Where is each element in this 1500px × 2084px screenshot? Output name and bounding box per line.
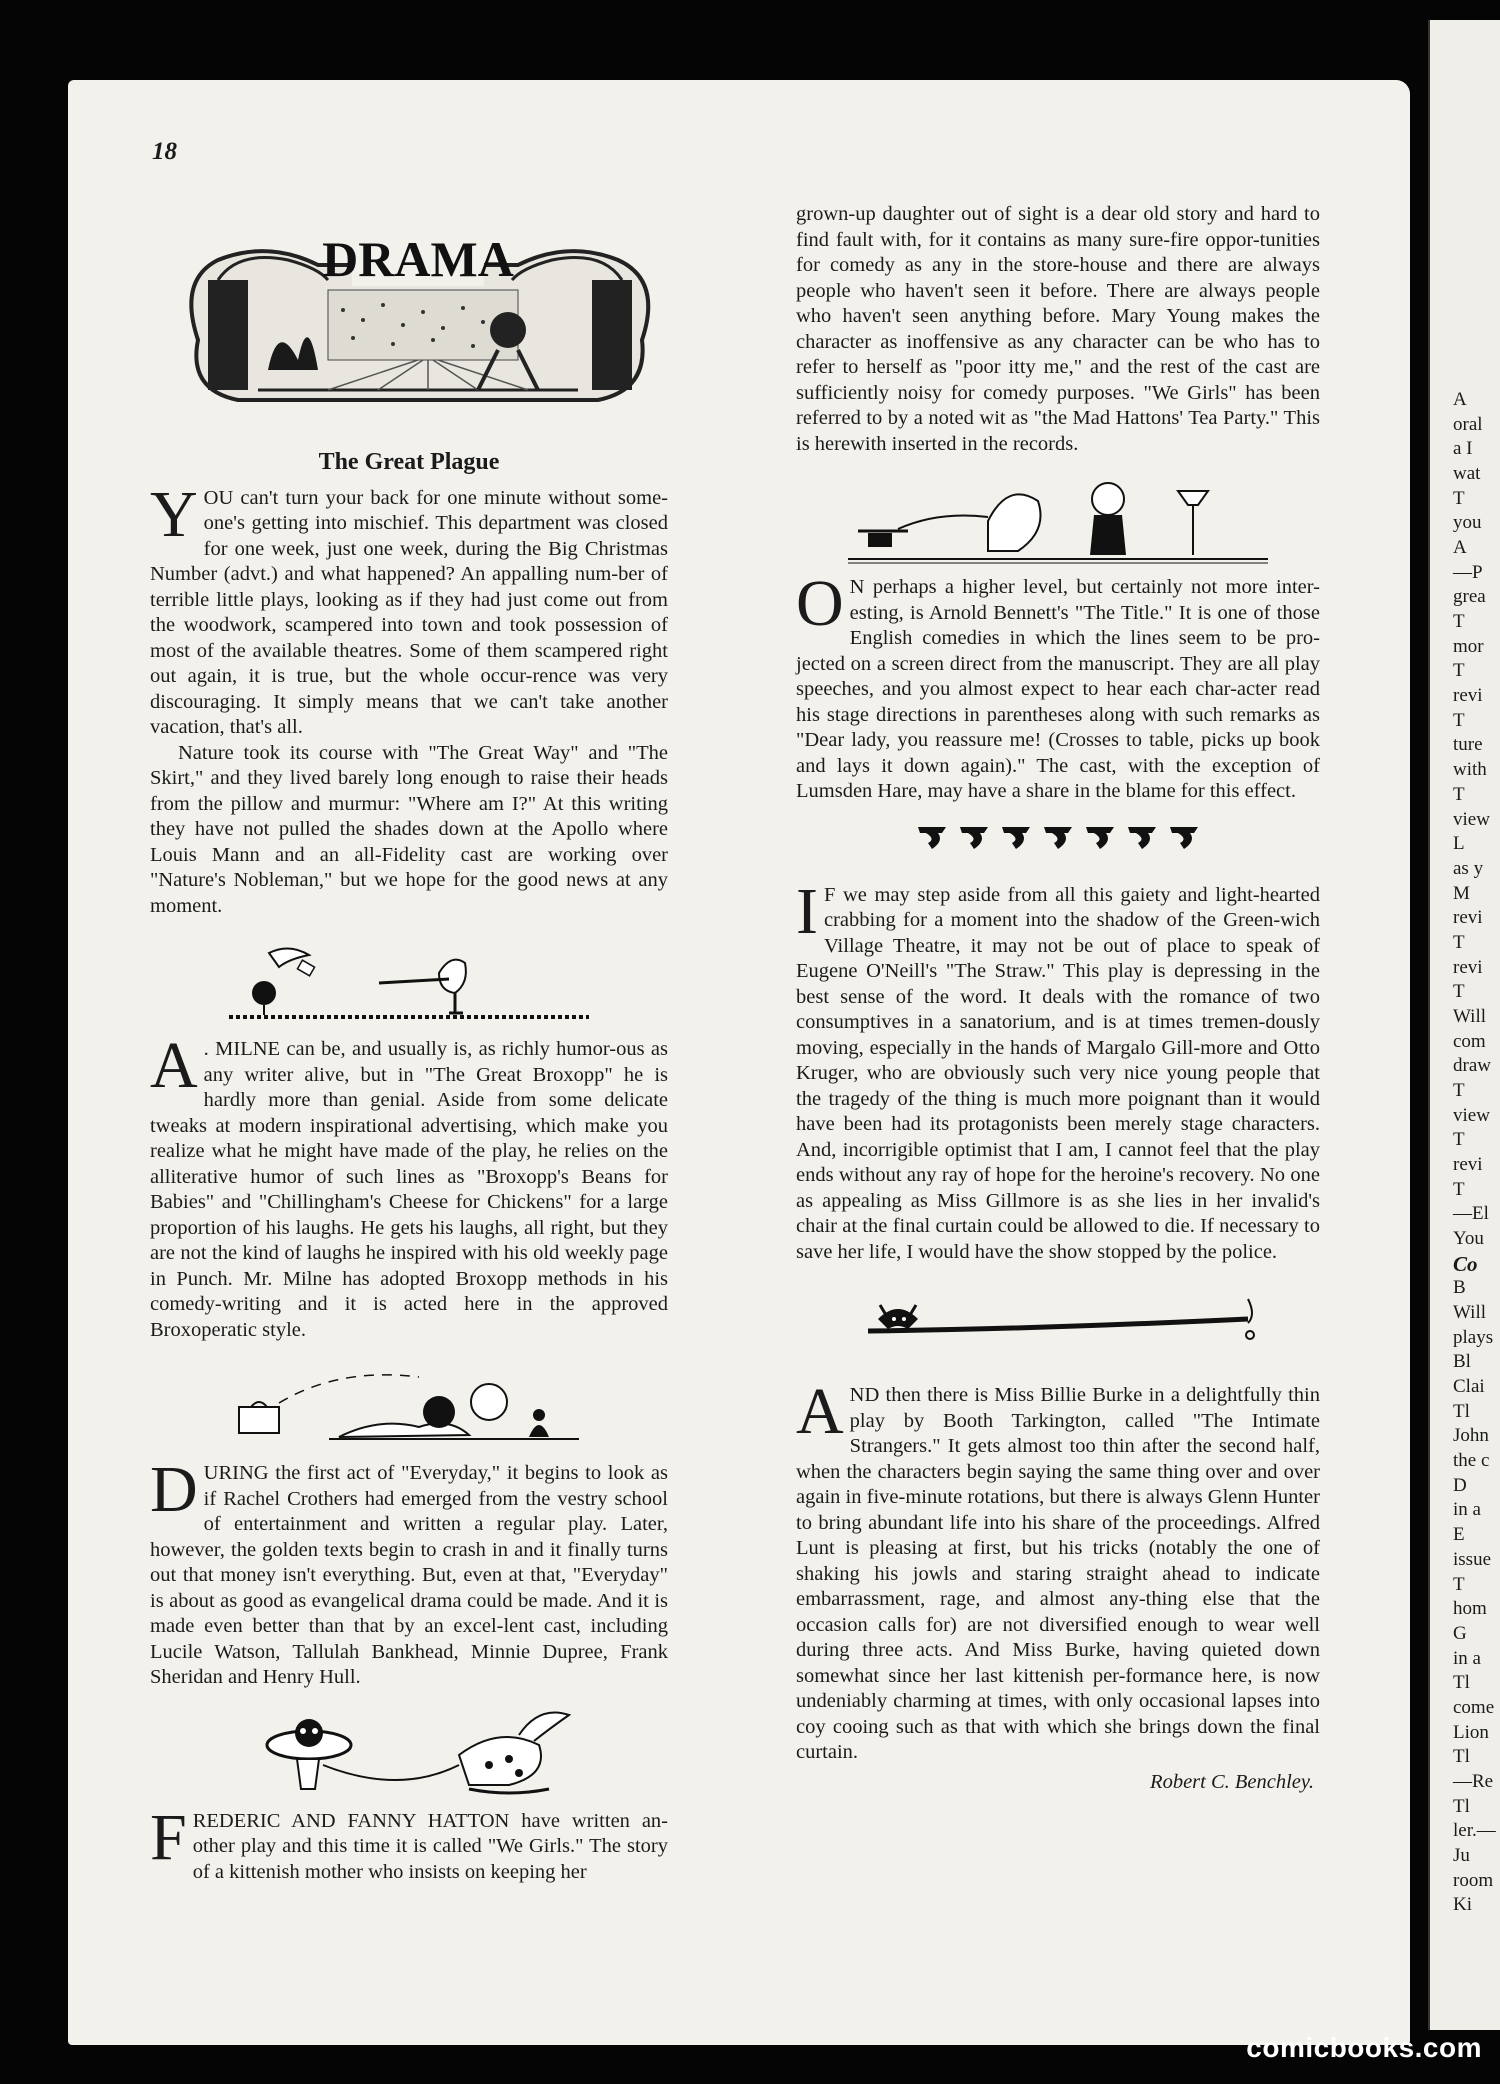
paragraph-hatton: FREDERIC AND FANNY HATTON have written an-other play and this time it is called "We Girls." The story of a kittenish mother who insists on keeping her — [150, 1800, 668, 1883]
drop-cap: Y — [150, 477, 198, 551]
left-column — [150, 450, 668, 1885]
next-page-fragment: —Re — [1453, 1770, 1494, 1792]
next-page-fragment: —El — [1453, 1203, 1489, 1225]
next-page-fragment: T — [1453, 1129, 1465, 1151]
next-page-fragment: Will — [1453, 1302, 1487, 1324]
next-page-fragment: M — [1453, 882, 1470, 904]
paragraph-the-title: O N perhaps a higher level, but certainly not more inter-esting, is Arnold Bennett's "The Title." It is one of those English comedies in which the lines seem to be pro-jected on a screen direct from the manuscript. They are all play speeches, and you almost expect to hear each char-acter read his stage directions in parentheses along with such remarks as "Dear lady, you reassure me! (Crosses to table, picks up book and lays it down again)." The cast, with the exception of Lumsden Hare, may have a share in the blame for this effect. — [796, 567, 1320, 802]
suitcase-and-cat-illustration — [150, 1357, 668, 1447]
next-page-fragment: as y — [1453, 857, 1484, 879]
next-page-fragment: revi — [1453, 1154, 1483, 1175]
next-page-fragment: revi — [1453, 907, 1483, 929]
paragraph-nature: Nature took its course with "The Great Way" and "The Skirt," and they lived barely long enough to raise their heads from the pillow and murmur: "Where am I?" At this writing they have not pulled the shades down at the Apollo where Louis Mann and an all-Fidelity cast are working over "Nature's Nobleman," but we hope for the good news at any moment. — [150, 741, 668, 917]
next-page-fragment: John — [1453, 1425, 1489, 1447]
next-page-fragment: issue — [1453, 1548, 1491, 1570]
next-page-fragment: view — [1453, 808, 1490, 830]
next-page-fragment: draw — [1453, 1055, 1491, 1077]
banner-title: DRAMA — [322, 231, 514, 287]
next-page-fragment: with — [1453, 759, 1487, 781]
paragraph-we-girls-continued: grown-up daughter out of sight is a dear old story and hard to find fault with, for it contains as many sure-fire oppor-tunities for comedy as any in the store-house and there are always people who haven't seen it before. There are always people who haven't seen anything before. Mary Young makes the character as inoffensive as any character can be who has to refer to herself as "poor itty me," and the rest of the cast are sufficiently noisy for comedy purposes. "We Girls" has been referred to by a noted wit as "the Mad Hattons' Tea Party." This is herewith inserted in the records. — [796, 203, 1320, 455]
next-page-fragment: B — [1453, 1277, 1466, 1299]
next-page-fragment: T — [1453, 1079, 1465, 1101]
drop-cap: A — [796, 1375, 844, 1448]
next-page-fragment: T — [1453, 709, 1465, 731]
paragraph-great-plague: YOU can't turn your back for one minute without some-one's getting into mischief. This department was closed for one week, just one week, during the Big Christmas Number (advt.) and what happened? An appalling num-ber of terrible little plays, looking as if they had just come out from the woodwork, scampered into town and took possession of most of the available theatres. Some of them scampered right out again, it is true, but the whole occur-rence was very discouraging. It simply means that we can't take another vacation, that's all. — [150, 477, 668, 738]
next-page-fragment: the c — [1453, 1450, 1490, 1472]
drop-cap: A — [150, 1029, 198, 1102]
next-page-fragment: T — [1453, 660, 1465, 682]
magazine-page — [68, 80, 1410, 2045]
next-page-fragment: mor — [1453, 635, 1484, 657]
author-signature: Robert C. Benchley. — [1150, 1770, 1314, 1793]
next-page-fragment: You — [1453, 1228, 1484, 1250]
next-page-fragment: G — [1453, 1622, 1467, 1644]
next-page-fragment: hom — [1453, 1598, 1487, 1620]
next-page-fragment: Clai — [1453, 1376, 1485, 1398]
drop-cap: O — [796, 567, 844, 640]
next-page-fragment: grea — [1453, 586, 1486, 608]
adjacent-page-edge — [1428, 20, 1500, 2030]
next-page-fragment: in a — [1453, 1499, 1481, 1521]
next-page-fragment: T — [1453, 487, 1465, 509]
next-page-fragment: A — [1453, 389, 1467, 410]
next-page-fragment: ture — [1453, 734, 1483, 756]
tea-party-illustration — [796, 471, 1320, 561]
next-page-fragment: view — [1453, 1104, 1490, 1126]
next-page-fragment: T — [1453, 981, 1465, 1003]
next-page-fragment: Tl — [1453, 1672, 1470, 1694]
next-page-fragment: wat — [1453, 463, 1481, 485]
next-page-fragment: in a — [1453, 1647, 1481, 1669]
paragraph-intimate-strangers: AND then there is Miss Billie Burke in a delightfully thin play by Booth Tarkington, called "The Intimate Strangers." It gets almost too thin after the second half, when the characters begin saying the same thing over and over again in five-minute rotations, but there is always Glenn Hunter to bring abundant life into his share of the proceedings. Alfred Lunt is pleasing at first, but his tricks (notably the one of shaking his jowls and staring straight ahead to indicate embarrassment, rage, and almost any-thing else that the occasion calls for) are not diversified enough to wear well during three acts. And Miss Burke, having quieted down somewhat since her last kittenish per-formance here, is now undeniably charming at times, with only occasional lapses into coy cooing such as that with which she brings down the final curtain. — [796, 1375, 1320, 1763]
next-page-fragment: come — [1453, 1696, 1495, 1718]
ornament-row — [796, 819, 1320, 869]
drop-cap: I — [796, 874, 818, 948]
next-page-fragment: Bl — [1453, 1351, 1471, 1373]
drop-cap: D — [150, 1453, 198, 1526]
next-page-fragment: a I — [1453, 438, 1473, 460]
next-page-fragment: T — [1453, 1178, 1465, 1200]
paragraph-milne: A . MILNE can be, and usually is, as richly humor-ous as any writer alive, but in "The Great Broxopp" he is hardly more than genial. Aside from some delicate tweaks at modern inspirational advertising, which make you realize what he might have made of the play, he relies on the alliterative humor of such lines as "Broxopp's Beans for Babies" and "Chillingham's Cheese for Chickens" for a large proportion of his laughs. He gets his laughs, all right, but they are not the kind of laughs he inspired with his old weekly page in Punch. Mr. Milne has adopted Broxopp methods in his comedy-writing and it is acted here in the approved Broxoperatic style. — [150, 1029, 668, 1341]
next-page-fragment: Tl — [1453, 1746, 1470, 1768]
next-page-fragment: T — [1453, 611, 1465, 633]
next-page-fragment: Lion — [1453, 1721, 1489, 1743]
drop-cap: F — [150, 1800, 187, 1874]
paragraph-the-straw: I F we may step aside from all this gaiety and light-hearted crabbing for a moment into the shadow of the Green-wich Village Theatre, it may not be out of place to speak of Eugene O'Neill's "The Straw." This play is depressing in the best sense of the word. It deals with the romance of two consumptives in a sanatorium, and is at times tremen-dously moving, especially in the hands of Margalo Gill-more and Otto Kruger, who are obviously such very nice young people that the tragedy of the thing is much more poignant than it would have been had its protagonists been merely stage characters. And, incorrigible optimist that I am, I cannot feel that the play ends without any ray of hope for the heroine's recovery. No one as appealing as Miss Gillmore is as she lies in her invalid's chair at the final curtain could be allowed to die. If necessary to save her life, I would have the show stopped by the police. — [796, 874, 1320, 1263]
next-page-fragment: D — [1453, 1474, 1467, 1496]
next-page-fragment: room — [1453, 1869, 1494, 1891]
paragraph-everyday: DURING the first act of "Everyday," it begins to look as if Rachel Crothers had emerged from the vestry school of entertainment and written a regular play. Later, however, the golden texts begin to crash in and it finally turns out that money isn't everything. But, even at that, "Everyday" is about as good as evangelical drama could be made. And it is made even better than that by an excel-lent cast, including Lucile Watson, Tallulah Bankhead, Minnie Dupree, Frank Sheridan and Henry Hull. — [150, 1453, 668, 1688]
next-page-fragment: revi — [1453, 956, 1483, 978]
next-page-fragment: you — [1453, 512, 1482, 534]
next-page-fragment: plays — [1453, 1326, 1494, 1348]
next-page-fragment: revi — [1453, 685, 1483, 707]
next-page-fragment: T — [1453, 783, 1465, 805]
watermark: comicbooks.com — [1246, 2032, 1482, 2063]
cat-on-line-illustration — [796, 1279, 1320, 1369]
next-page-fragment: —P — [1453, 561, 1483, 583]
clown-and-rabbit-illustration — [150, 1705, 668, 1795]
next-page-fragment: L — [1453, 833, 1465, 855]
next-page-fragment: oral — [1453, 413, 1483, 435]
article-title: The Great Plague — [318, 449, 500, 475]
next-page-fragment: Will — [1453, 1005, 1487, 1027]
bird-and-kicker-illustration — [150, 933, 668, 1023]
next-page-fragment: T — [1453, 1573, 1465, 1595]
page-number: 18 — [152, 138, 177, 165]
next-page-fragment: Tl — [1453, 1400, 1470, 1422]
next-page-fragment: com — [1453, 1030, 1486, 1052]
next-page-fragment: Co — [1453, 1251, 1478, 1276]
next-page-fragment: E — [1453, 1524, 1465, 1546]
next-page-fragment: T — [1453, 931, 1465, 953]
next-page-fragment: Tl — [1453, 1795, 1470, 1817]
next-page-fragment: A — [1453, 537, 1467, 559]
drama-banner-illustration — [178, 220, 662, 410]
next-page-fragment: Ki — [1453, 1894, 1472, 1916]
next-page-fragment: ler.— — [1453, 1820, 1496, 1842]
next-page-fragment: Ju — [1453, 1844, 1470, 1866]
right-column — [796, 202, 1320, 1795]
